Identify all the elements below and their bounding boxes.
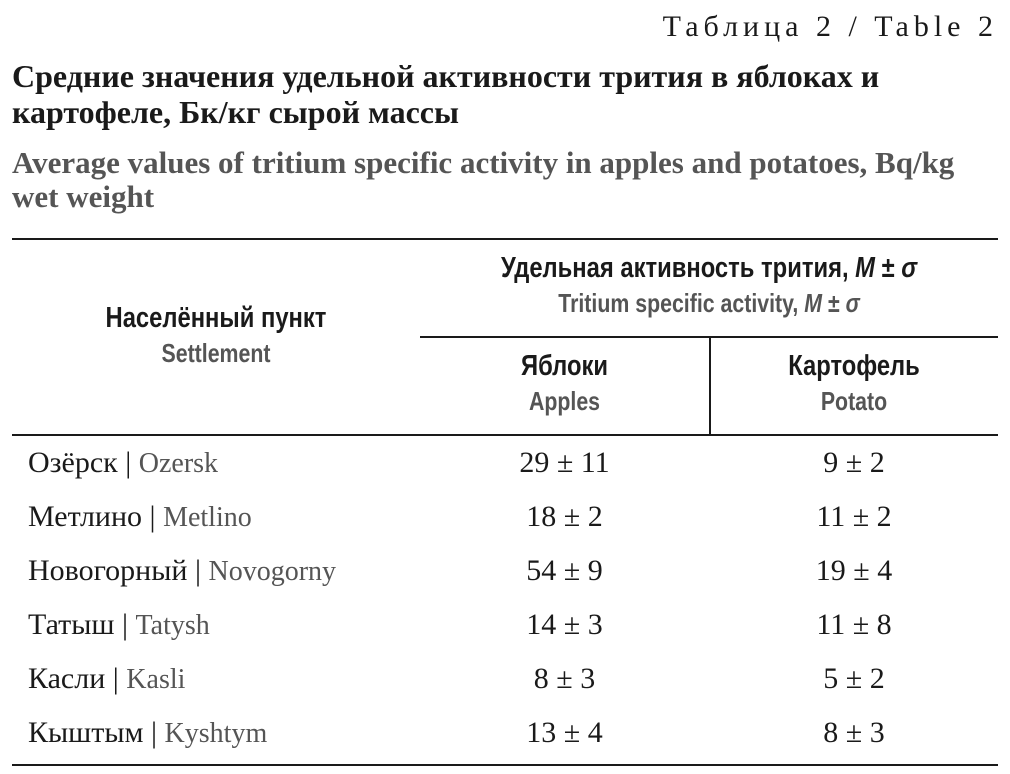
header-column-divider (709, 337, 711, 435)
settlement-ru: Новогорный (28, 554, 188, 587)
potato-value: 11 ± 8 (816, 608, 892, 641)
apples-value: 8 ± 3 (533, 662, 596, 695)
apples-value: 29 ± 11 (519, 446, 610, 479)
potato-value: 8 ± 3 (823, 716, 885, 749)
table-label: Таблица 2 / Table 2 (662, 10, 998, 43)
table-title-english: Average values of tritium specific activity in apples and potatoes, Bq/kg wet weight (12, 145, 955, 214)
header-settlement (49, 300, 384, 370)
settlement-en: Tatysh (135, 610, 210, 641)
settlement-cell: Озёрск | Ozersk (28, 446, 219, 479)
potato-value: 9 ± 2 (823, 446, 885, 479)
settlement-en: Metlino (163, 502, 252, 533)
header-potato-ru: Картофель (788, 350, 920, 382)
settlement-ru: Кыштым (28, 716, 144, 749)
settlement-cell: Новогорный | Novogorny (28, 554, 337, 587)
table-bottom-rule (12, 764, 998, 766)
settlement-cell: Метлино | Metlino (28, 500, 252, 533)
apples-value: 13 ± 4 (526, 716, 603, 749)
settlement-ru: Метлино (28, 500, 143, 533)
header-apples-en: Apples (528, 386, 601, 416)
potato-value: 11 ± 2 (816, 500, 892, 533)
header-activity-en: Tritium specific activity, M ± σ (558, 288, 860, 318)
settlement-en: Kyshtym (164, 718, 268, 749)
settlement-cell: Кыштым | Kyshtym (28, 716, 268, 749)
settlement-cell: Татыш | Tatysh (28, 608, 210, 641)
header-activity (472, 250, 946, 320)
header-settlement-en: Settlement (161, 338, 271, 368)
header-activity-ru: Удельная активность трития, M ± σ (500, 252, 918, 284)
settlement-ru: Касли (28, 662, 106, 695)
header-potato-en: Potato (820, 386, 888, 416)
potato-value: 5 ± 2 (823, 662, 885, 695)
header-bottom-rule (12, 434, 998, 436)
potato-value: 19 ± 4 (815, 554, 893, 587)
header-settlement-ru: Населённый пункт (105, 302, 327, 334)
apples-value: 54 ± 9 (526, 554, 603, 587)
settlement-ru: Татыш (28, 608, 115, 641)
settlement-en: Novogorny (208, 556, 337, 587)
header-apples-ru: Яблоки (520, 350, 609, 382)
settlement-en: Ozersk (138, 448, 219, 479)
header-apples (446, 348, 683, 418)
table-top-rule (12, 238, 998, 240)
apples-value: 18 ± 2 (526, 500, 603, 533)
table-title-russian: Средние значения удельной активности трития в яблоках и картофеле, Бк/кг сырой массы (12, 58, 880, 130)
settlement-ru: Озёрск (28, 446, 118, 479)
settlement-cell: Касли | Kasli (28, 662, 186, 695)
settlement-en: Kasli (126, 664, 186, 695)
apples-value: 14 ± 3 (526, 608, 603, 641)
header-potato (736, 348, 972, 418)
